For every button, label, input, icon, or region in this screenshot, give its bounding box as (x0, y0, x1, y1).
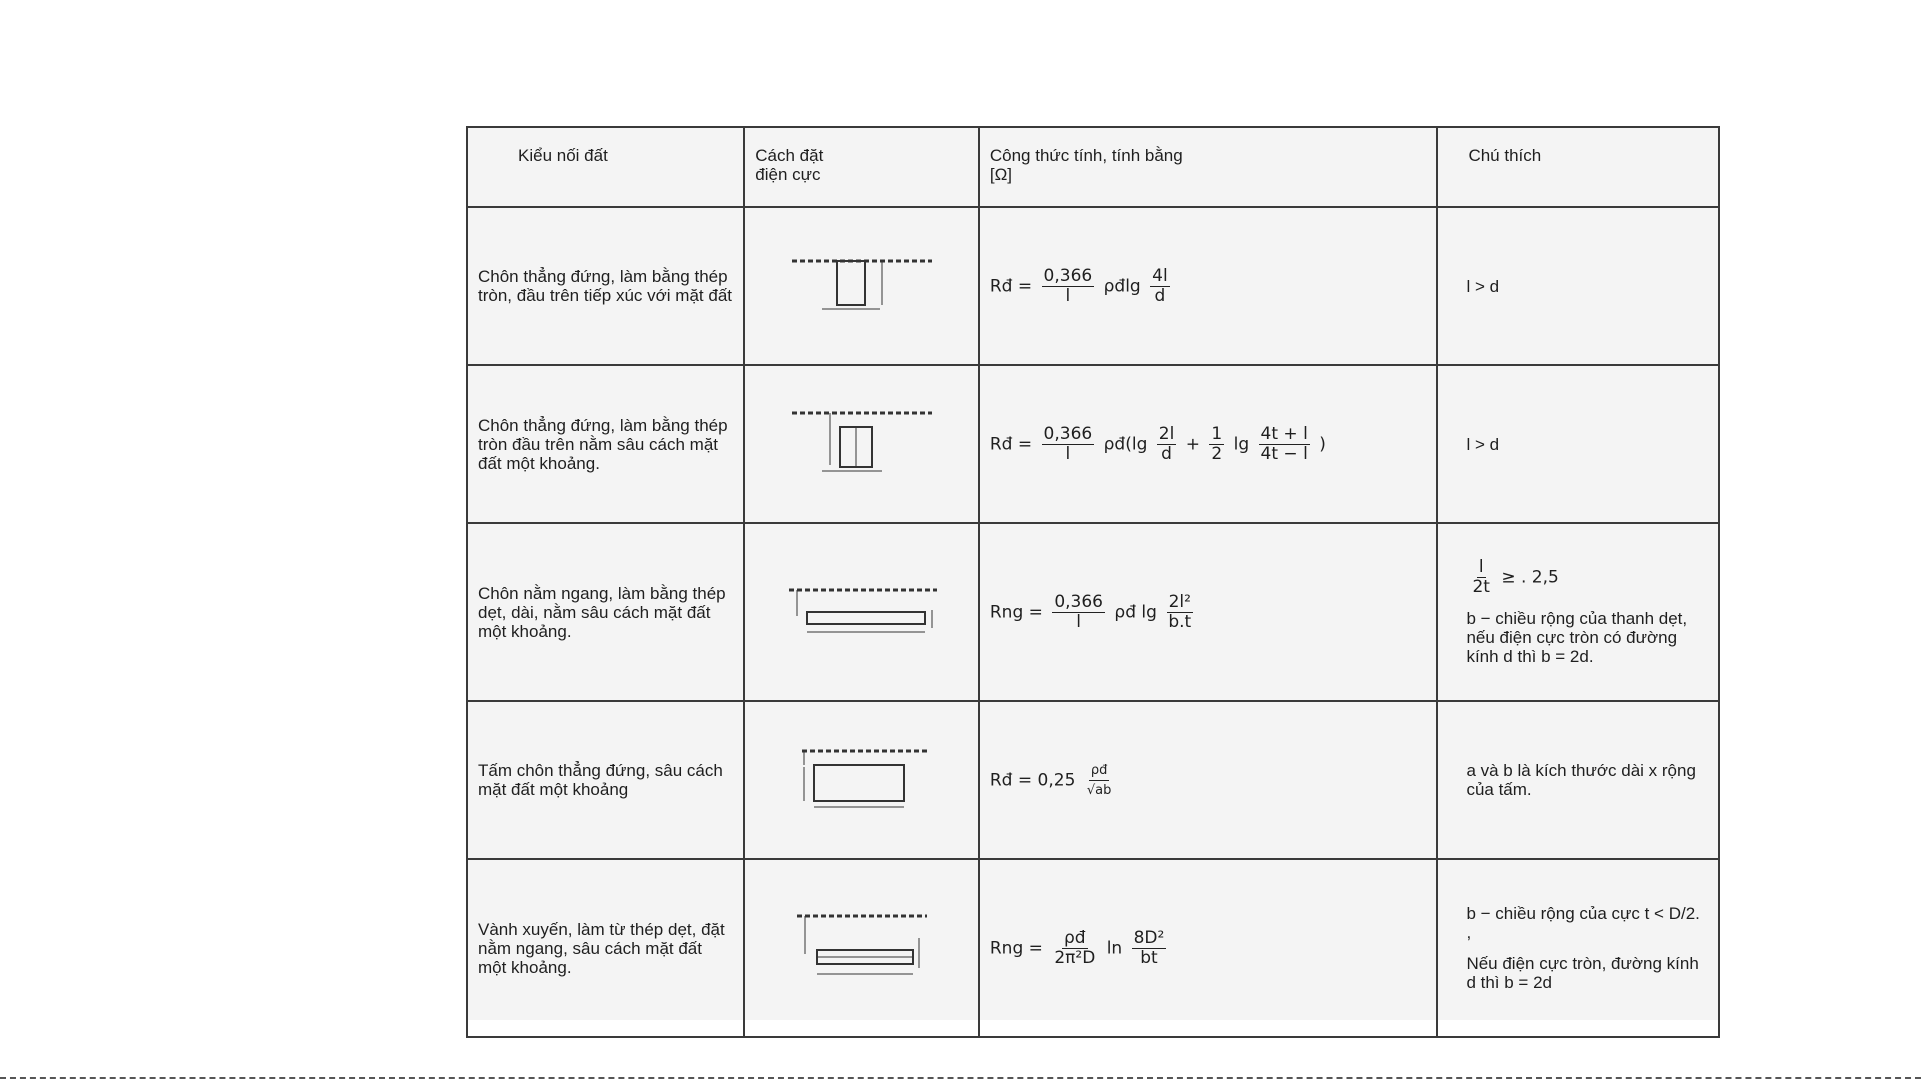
formula-fraction (1085, 761, 1114, 800)
formula-eq: = (1028, 602, 1043, 622)
formula-cell (979, 365, 1438, 523)
note-text: b − chiều rộng của thanh dẹt, nếu điện cực tròn có đường kính d thì b = 2d. (1466, 609, 1688, 666)
vertical-rod-surface-diagram (782, 251, 942, 321)
fraction-denominator: l (1076, 611, 1082, 632)
formula-coefficient: 0,25 (1037, 770, 1076, 790)
formula-term: ρđ lg (1114, 602, 1157, 622)
fraction-numerator: 4t + l (1260, 423, 1308, 444)
formula-fraction (1042, 425, 1095, 464)
formula-lhs: Rng (989, 938, 1024, 958)
note-cell (1437, 859, 1719, 1037)
table-row (467, 859, 1719, 1037)
formula-eq: = (1028, 938, 1043, 958)
bottom-dashed-rule (0, 1077, 1921, 1079)
table-row (467, 523, 1719, 701)
formula-fraction (1209, 425, 1224, 464)
method-cell (744, 365, 979, 523)
formula-eq: = (1017, 770, 1033, 790)
fraction-denominator: bt (1140, 947, 1158, 968)
fraction-denominator: l (1065, 443, 1071, 464)
fraction-denominator: 2t (1472, 577, 1490, 597)
note-cell: a và b là kích thước dài x rộng của tấm. (1437, 701, 1719, 859)
fraction-numerator: 8D² (1133, 927, 1165, 948)
formula-lhs: Rng (989, 602, 1024, 622)
formula-eq: = (1017, 434, 1033, 454)
horizontal-flat-bar-diagram (777, 582, 947, 642)
method-cell (744, 859, 979, 1037)
fraction-denominator: d (1161, 443, 1172, 464)
method-cell (744, 701, 979, 859)
formula-term: ρđlg (1103, 276, 1141, 296)
formula-fraction (1150, 267, 1170, 306)
formula-fraction (1259, 425, 1310, 464)
formula-lhs: Rđ (989, 434, 1013, 454)
formula-term: lg (1233, 434, 1250, 454)
note-fraction (1470, 558, 1491, 597)
formula-fraction (1052, 593, 1105, 632)
formula-paren: ) (1319, 434, 1326, 454)
fraction-denominator: b.t (1168, 611, 1192, 632)
ring-electrode-diagram (777, 908, 947, 988)
formula-fraction (1132, 929, 1167, 968)
vertical-rod-buried-diagram (782, 407, 942, 482)
note-text-2: Nếu điện cực tròn, đường kính d thì b = 2d (1466, 954, 1699, 992)
fraction-numerator: 0,366 (1054, 591, 1103, 612)
table-row (467, 701, 1719, 859)
fraction-denominator: 2π²D (1054, 947, 1096, 968)
note-cell: l > d (1437, 207, 1719, 365)
formula-cell (979, 859, 1438, 1037)
fraction-numerator: 2l² (1168, 591, 1191, 612)
formula-eq: = (1017, 276, 1033, 296)
fraction-denominator: √ab (1086, 782, 1112, 798)
formula-lhs: Rđ (989, 276, 1013, 296)
formula-fraction (1042, 267, 1095, 306)
fraction-numerator: ρđ (1089, 761, 1110, 781)
formula-cell (979, 523, 1438, 701)
formula-cell (979, 701, 1438, 859)
fraction-numerator: 2l (1158, 423, 1175, 444)
fraction-denominator: 4t − l (1260, 443, 1308, 464)
method-cell (744, 207, 979, 365)
formula-fraction (1166, 593, 1193, 632)
type-cell: Chôn thẳng đứng, làm bằng thép tròn đầu trên nằm sâu cách mặt đất một khoảng. (467, 365, 744, 523)
document-page (466, 126, 1720, 1020)
fraction-numerator: 1 (1211, 423, 1223, 444)
fraction-denominator: d (1154, 285, 1166, 306)
header-method: Cách đặt điện cực (744, 127, 979, 207)
formula-lhs: Rđ (989, 770, 1013, 790)
grounding-table (466, 126, 1720, 1038)
note-condition (1466, 558, 1708, 597)
type-cell: Chôn thẳng đứng, làm bằng thép tròn, đầu trên tiếp xúc với mặt đất (467, 207, 744, 365)
fraction-numerator: 0,366 (1043, 423, 1093, 444)
note-cell: l > d (1437, 365, 1719, 523)
fraction-numerator: 0,366 (1043, 265, 1093, 286)
formula-fraction (1157, 425, 1177, 464)
type-cell: Tấm chôn thẳng đứng, sâu cách mặt đất một khoảng (467, 701, 744, 859)
formula-term: ln (1106, 938, 1123, 958)
header-type: Kiểu nối đất (467, 127, 744, 207)
formula-fraction (1052, 929, 1097, 968)
vertical-plate-diagram (782, 745, 942, 815)
fraction-numerator: 4l (1152, 265, 1168, 286)
header-row (467, 127, 1719, 207)
header-formula: Công thức tính, tính bằng [Ω] (979, 127, 1438, 207)
fraction-denominator: l (1065, 285, 1071, 306)
type-cell: Chôn nằm ngang, làm bằng thép dẹt, dài, nằm sâu cách mặt đất một khoảng. (467, 523, 744, 701)
table-row (467, 365, 1719, 523)
note-cell (1437, 523, 1719, 701)
formula-term: ρđ(lg (1103, 434, 1148, 454)
fraction-denominator: 2 (1211, 443, 1223, 464)
table-row (467, 207, 1719, 365)
note-text: b − chiều rộng của cực t < D/2. , (1466, 904, 1700, 942)
fraction-numerator: ρđ (1064, 927, 1086, 948)
header-note: Chú thích (1437, 127, 1719, 207)
type-cell: Vành xuyến, làm từ thép dẹt, đặt nằm ngang, sâu cách mặt đất một khoảng. (467, 859, 744, 1037)
fraction-numerator: l (1478, 557, 1484, 577)
formula-operator: + (1185, 434, 1200, 454)
note-relation: ≥ . 2,5 (1501, 567, 1559, 588)
method-cell (744, 523, 979, 701)
formula-cell (979, 207, 1438, 365)
